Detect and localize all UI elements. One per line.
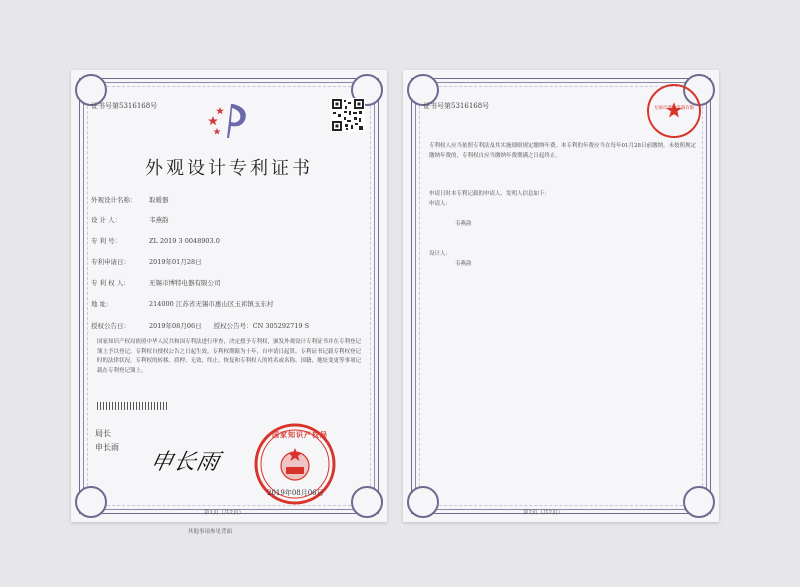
annual-fee-note: 专利权人应当依照专利法及其实施细则规定缴纳年费。本专利的年费应当在每年01月28日前缴纳。未按照规定缴纳年费的，专利权自应当缴纳年费期满之日起终止。 [429,143,697,159]
corner-ornament [683,486,715,518]
seal-date: 2019年08月06日 [267,489,324,497]
bottom-note: 其他事项参见背面 [188,529,233,535]
seal-text: 国家知识产权局 [272,430,328,439]
field-design-name: 外观设计名称： 取暖器 [91,196,169,204]
field-address: 地 址： 214000 江苏省无锡市惠山区玉祁镇玉东村 [91,300,274,308]
company-seal-text: 无锡市博特电器有限公司 [653,106,695,117]
designer-value: 韦燕韵 [455,261,472,267]
field-patent-number: 专 利 号： ZL 2019 3 0048903.0 [91,237,220,245]
certificate-page-1 [71,70,387,522]
field-grant-date: 授权公告日： 2019年08月06日 授权公告号：CN 305292719 S [91,322,310,330]
corner-ornament [75,486,107,518]
director-title: 局长 [95,429,111,438]
page-number: 第2页（共2页） [523,510,563,516]
qr-code-icon [331,98,365,132]
designer-label: 设计人： [429,251,452,257]
applicant-label: 申请人： [429,201,452,207]
certificate-number: 证书号第5316168号 [423,102,490,110]
barcode [97,402,167,410]
certificate-number: 证书号第5316168号 [91,102,158,110]
corner-ornament [407,486,439,518]
director-signature: 申长雨 [147,450,223,475]
certificate-title: 外观设计专利证书 [145,158,313,179]
applicant-value: 韦燕韵 [455,221,472,227]
patent-office-logo-icon [205,98,253,142]
field-patentee: 专 利 权 人： 无锡市博特电器有限公司 [91,279,221,287]
corner-ornament [351,486,383,518]
certificate-page-2 [403,70,719,522]
grant-statement: 国家知识产权局依照中华人民共和国专利法进行审查，决定授予专利权，颁发外观设计专利证书并在专利登记簿上予以登记。专利权自授权公告之日起生效。专利权期限为十年，自申请日起算。专利证书记载专利权登记时的法律状况。专利权的转移、质押、无效、终止、恢复和专利权人的姓名或名称、国籍、地址变更等事项记载在专利登记簿上。 [97,339,362,374]
page-number: 第1页（共2页） [204,510,244,516]
change-note: 申请日时本专利记载的申请人、发明人信息如下： [429,191,551,197]
director-name: 申长雨 [95,443,119,452]
field-designer: 设 计 人： 韦燕韵 [91,216,169,224]
field-application-date: 专利申请日： 2019年01月28日 [91,258,202,266]
